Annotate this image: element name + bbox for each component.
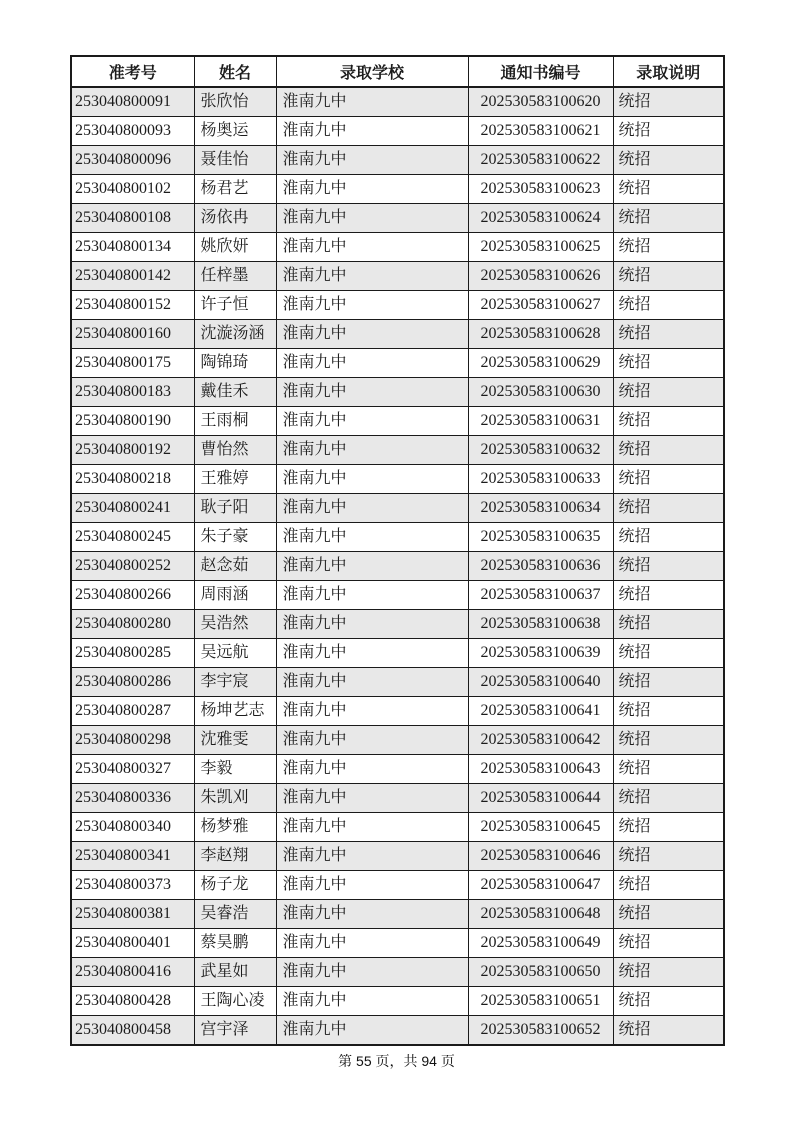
table-row: [71, 291, 724, 320]
cell-school: 淮南九中: [276, 320, 468, 349]
cell-notice-number: 202530583100631: [468, 407, 613, 436]
cell-school: 淮南九中: [276, 900, 468, 929]
cell-notice-number: 202530583100628: [468, 320, 613, 349]
cell-school: 淮南九中: [276, 117, 468, 146]
table-row: [71, 871, 724, 900]
cell-notice-number: 202530583100651: [468, 987, 613, 1016]
cell-exam-number: 253040800285: [71, 639, 194, 668]
cell-notice-number: 202530583100629: [468, 349, 613, 378]
table-row: [71, 639, 724, 668]
cell-school: 淮南九中: [276, 813, 468, 842]
cell-name: 杨梦雅: [194, 813, 276, 842]
cell-exam-number: 253040800091: [71, 87, 194, 117]
cell-name: 王陶心凌: [194, 987, 276, 1016]
cell-notice-number: 202530583100649: [468, 929, 613, 958]
cell-notice-number: 202530583100647: [468, 871, 613, 900]
cell-admission-type: 统招: [613, 987, 724, 1016]
cell-notice-number: 202530583100643: [468, 755, 613, 784]
cell-notice-number: 202530583100637: [468, 581, 613, 610]
table-row: [71, 349, 724, 378]
table-row: [71, 465, 724, 494]
cell-admission-type: 统招: [613, 900, 724, 929]
table-row: [71, 320, 724, 349]
header-row: [71, 56, 724, 87]
table-row: [71, 87, 724, 117]
cell-school: 淮南九中: [276, 436, 468, 465]
cell-notice-number: 202530583100650: [468, 958, 613, 987]
cell-admission-type: 统招: [613, 494, 724, 523]
cell-school: 淮南九中: [276, 871, 468, 900]
cell-school: 淮南九中: [276, 204, 468, 233]
cell-name: 王雨桐: [194, 407, 276, 436]
cell-exam-number: 253040800373: [71, 871, 194, 900]
cell-notice-number: 202530583100623: [468, 175, 613, 204]
cell-name: 耿子阳: [194, 494, 276, 523]
cell-name: 朱凯刈: [194, 784, 276, 813]
cell-exam-number: 253040800286: [71, 668, 194, 697]
cell-admission-type: 统招: [613, 755, 724, 784]
cell-exam-number: 253040800108: [71, 204, 194, 233]
table-row: [71, 407, 724, 436]
cell-notice-number: 202530583100644: [468, 784, 613, 813]
cell-school: 淮南九中: [276, 929, 468, 958]
cell-admission-type: 统招: [613, 813, 724, 842]
cell-name: 武星如: [194, 958, 276, 987]
table-row: [71, 784, 724, 813]
cell-notice-number: 202530583100620: [468, 87, 613, 117]
cell-name: 周雨涵: [194, 581, 276, 610]
cell-school: 淮南九中: [276, 726, 468, 755]
table-row: [71, 900, 724, 929]
cell-admission-type: 统招: [613, 407, 724, 436]
cell-notice-number: 202530583100630: [468, 378, 613, 407]
cell-notice-number: 202530583100645: [468, 813, 613, 842]
cell-exam-number: 253040800252: [71, 552, 194, 581]
cell-name: 赵念茹: [194, 552, 276, 581]
cell-name: 李赵翔: [194, 842, 276, 871]
table-row: [71, 726, 724, 755]
table-header: [71, 56, 724, 87]
cell-school: 淮南九中: [276, 378, 468, 407]
cell-admission-type: 统招: [613, 117, 724, 146]
table-row: [71, 1016, 724, 1046]
cell-notice-number: 202530583100642: [468, 726, 613, 755]
cell-name: 李毅: [194, 755, 276, 784]
cell-admission-type: 统招: [613, 871, 724, 900]
cell-notice-number: 202530583100622: [468, 146, 613, 175]
cell-admission-type: 统招: [613, 320, 724, 349]
cell-admission-type: 统招: [613, 552, 724, 581]
table-row: [71, 813, 724, 842]
table-row: [71, 175, 724, 204]
cell-notice-number: 202530583100626: [468, 262, 613, 291]
cell-notice-number: 202530583100639: [468, 639, 613, 668]
cell-exam-number: 253040800458: [71, 1016, 194, 1046]
table-row: [71, 987, 724, 1016]
cell-admission-type: 统招: [613, 436, 724, 465]
cell-school: 淮南九中: [276, 291, 468, 320]
table-row: [71, 668, 724, 697]
table-row: [71, 552, 724, 581]
table-row: [71, 436, 724, 465]
cell-admission-type: 统招: [613, 175, 724, 204]
cell-school: 淮南九中: [276, 1016, 468, 1046]
cell-admission-type: 统招: [613, 465, 724, 494]
cell-name: 任梓墨: [194, 262, 276, 291]
cell-notice-number: 202530583100635: [468, 523, 613, 552]
cell-school: 淮南九中: [276, 407, 468, 436]
column-header-name: 姓名: [194, 56, 276, 87]
cell-school: 淮南九中: [276, 697, 468, 726]
cell-exam-number: 253040800340: [71, 813, 194, 842]
cell-admission-type: 统招: [613, 697, 724, 726]
cell-exam-number: 253040800416: [71, 958, 194, 987]
table-row: [71, 581, 724, 610]
cell-admission-type: 统招: [613, 146, 724, 175]
table-row: [71, 958, 724, 987]
cell-school: 淮南九中: [276, 233, 468, 262]
cell-admission-type: 统招: [613, 610, 724, 639]
cell-exam-number: 253040800102: [71, 175, 194, 204]
column-header-notice-number: 通知书编号: [468, 56, 613, 87]
table-row: [71, 523, 724, 552]
cell-exam-number: 253040800428: [71, 987, 194, 1016]
cell-name: 杨坤艺志: [194, 697, 276, 726]
cell-school: 淮南九中: [276, 581, 468, 610]
cell-exam-number: 253040800096: [71, 146, 194, 175]
cell-school: 淮南九中: [276, 639, 468, 668]
cell-admission-type: 统招: [613, 1016, 724, 1046]
cell-name: 杨君艺: [194, 175, 276, 204]
cell-school: 淮南九中: [276, 262, 468, 291]
cell-admission-type: 统招: [613, 639, 724, 668]
cell-admission-type: 统招: [613, 784, 724, 813]
column-header-school: 录取学校: [276, 56, 468, 87]
cell-name: 杨奥运: [194, 117, 276, 146]
cell-name: 吴浩然: [194, 610, 276, 639]
cell-name: 王雅婷: [194, 465, 276, 494]
cell-notice-number: 202530583100634: [468, 494, 613, 523]
cell-name: 姚欣妍: [194, 233, 276, 262]
page-number-footer: 第 55 页，共 94 页: [338, 1053, 455, 1069]
cell-exam-number: 253040800142: [71, 262, 194, 291]
cell-name: 沈漩汤涵: [194, 320, 276, 349]
cell-notice-number: 202530583100621: [468, 117, 613, 146]
cell-exam-number: 253040800266: [71, 581, 194, 610]
cell-notice-number: 202530583100632: [468, 436, 613, 465]
cell-school: 淮南九中: [276, 494, 468, 523]
cell-notice-number: 202530583100638: [468, 610, 613, 639]
cell-name: 许子恒: [194, 291, 276, 320]
cell-admission-type: 统招: [613, 929, 724, 958]
cell-name: 曹怡然: [194, 436, 276, 465]
cell-name: 张欣怡: [194, 87, 276, 117]
cell-school: 淮南九中: [276, 349, 468, 378]
cell-name: 沈雅雯: [194, 726, 276, 755]
cell-name: 杨子龙: [194, 871, 276, 900]
cell-admission-type: 统招: [613, 726, 724, 755]
cell-admission-type: 统招: [613, 523, 724, 552]
cell-exam-number: 253040800093: [71, 117, 194, 146]
cell-exam-number: 253040800175: [71, 349, 194, 378]
cell-admission-type: 统招: [613, 378, 724, 407]
cell-notice-number: 202530583100627: [468, 291, 613, 320]
cell-admission-type: 统招: [613, 349, 724, 378]
cell-notice-number: 202530583100625: [468, 233, 613, 262]
cell-exam-number: 253040800190: [71, 407, 194, 436]
cell-exam-number: 253040800134: [71, 233, 194, 262]
table-row: [71, 929, 724, 958]
cell-name: 戴佳禾: [194, 378, 276, 407]
cell-school: 淮南九中: [276, 987, 468, 1016]
cell-school: 淮南九中: [276, 842, 468, 871]
cell-name: 汤依冉: [194, 204, 276, 233]
table-row: [71, 610, 724, 639]
cell-school: 淮南九中: [276, 465, 468, 494]
cell-admission-type: 统招: [613, 842, 724, 871]
cell-exam-number: 253040800241: [71, 494, 194, 523]
cell-exam-number: 253040800287: [71, 697, 194, 726]
cell-exam-number: 253040800280: [71, 610, 194, 639]
cell-notice-number: 202530583100640: [468, 668, 613, 697]
cell-admission-type: 统招: [613, 668, 724, 697]
cell-admission-type: 统招: [613, 958, 724, 987]
cell-name: 陶锦琦: [194, 349, 276, 378]
cell-notice-number: 202530583100624: [468, 204, 613, 233]
cell-exam-number: 253040800183: [71, 378, 194, 407]
cell-school: 淮南九中: [276, 610, 468, 639]
cell-exam-number: 253040800336: [71, 784, 194, 813]
cell-admission-type: 统招: [613, 204, 724, 233]
cell-notice-number: 202530583100648: [468, 900, 613, 929]
cell-name: 吴远航: [194, 639, 276, 668]
table-row: [71, 204, 724, 233]
cell-name: 朱子豪: [194, 523, 276, 552]
table-row: [71, 117, 724, 146]
cell-admission-type: 统招: [613, 262, 724, 291]
cell-notice-number: 202530583100633: [468, 465, 613, 494]
cell-school: 淮南九中: [276, 87, 468, 117]
cell-exam-number: 253040800298: [71, 726, 194, 755]
cell-exam-number: 253040800218: [71, 465, 194, 494]
cell-notice-number: 202530583100652: [468, 1016, 613, 1046]
cell-school: 淮南九中: [276, 784, 468, 813]
cell-exam-number: 253040800381: [71, 900, 194, 929]
cell-name: 李宇宸: [194, 668, 276, 697]
table-row: [71, 233, 724, 262]
cell-exam-number: 253040800401: [71, 929, 194, 958]
cell-school: 淮南九中: [276, 552, 468, 581]
cell-exam-number: 253040800160: [71, 320, 194, 349]
cell-school: 淮南九中: [276, 668, 468, 697]
table-row: [71, 842, 724, 871]
admission-table: [70, 55, 725, 1046]
cell-school: 淮南九中: [276, 755, 468, 784]
table-row: [71, 755, 724, 784]
cell-admission-type: 统招: [613, 291, 724, 320]
cell-notice-number: 202530583100641: [468, 697, 613, 726]
cell-exam-number: 253040800341: [71, 842, 194, 871]
cell-name: 蔡昊鹏: [194, 929, 276, 958]
table-row: [71, 146, 724, 175]
cell-school: 淮南九中: [276, 958, 468, 987]
cell-admission-type: 统招: [613, 233, 724, 262]
cell-name: 宫宇泽: [194, 1016, 276, 1046]
cell-name: 吴睿浩: [194, 900, 276, 929]
table-row: [71, 494, 724, 523]
table-row: [71, 378, 724, 407]
table-body: [71, 87, 724, 1045]
cell-admission-type: 统招: [613, 581, 724, 610]
column-header-admission-type: 录取说明: [613, 56, 724, 87]
cell-school: 淮南九中: [276, 175, 468, 204]
cell-notice-number: 202530583100636: [468, 552, 613, 581]
cell-school: 淮南九中: [276, 146, 468, 175]
cell-exam-number: 253040800245: [71, 523, 194, 552]
cell-exam-number: 253040800192: [71, 436, 194, 465]
cell-exam-number: 253040800152: [71, 291, 194, 320]
cell-exam-number: 253040800327: [71, 755, 194, 784]
cell-notice-number: 202530583100646: [468, 842, 613, 871]
cell-admission-type: 统招: [613, 87, 724, 117]
cell-name: 聂佳怡: [194, 146, 276, 175]
table-row: [71, 697, 724, 726]
table-row: [71, 262, 724, 291]
cell-school: 淮南九中: [276, 523, 468, 552]
column-header-exam-number: 准考号: [71, 56, 194, 87]
